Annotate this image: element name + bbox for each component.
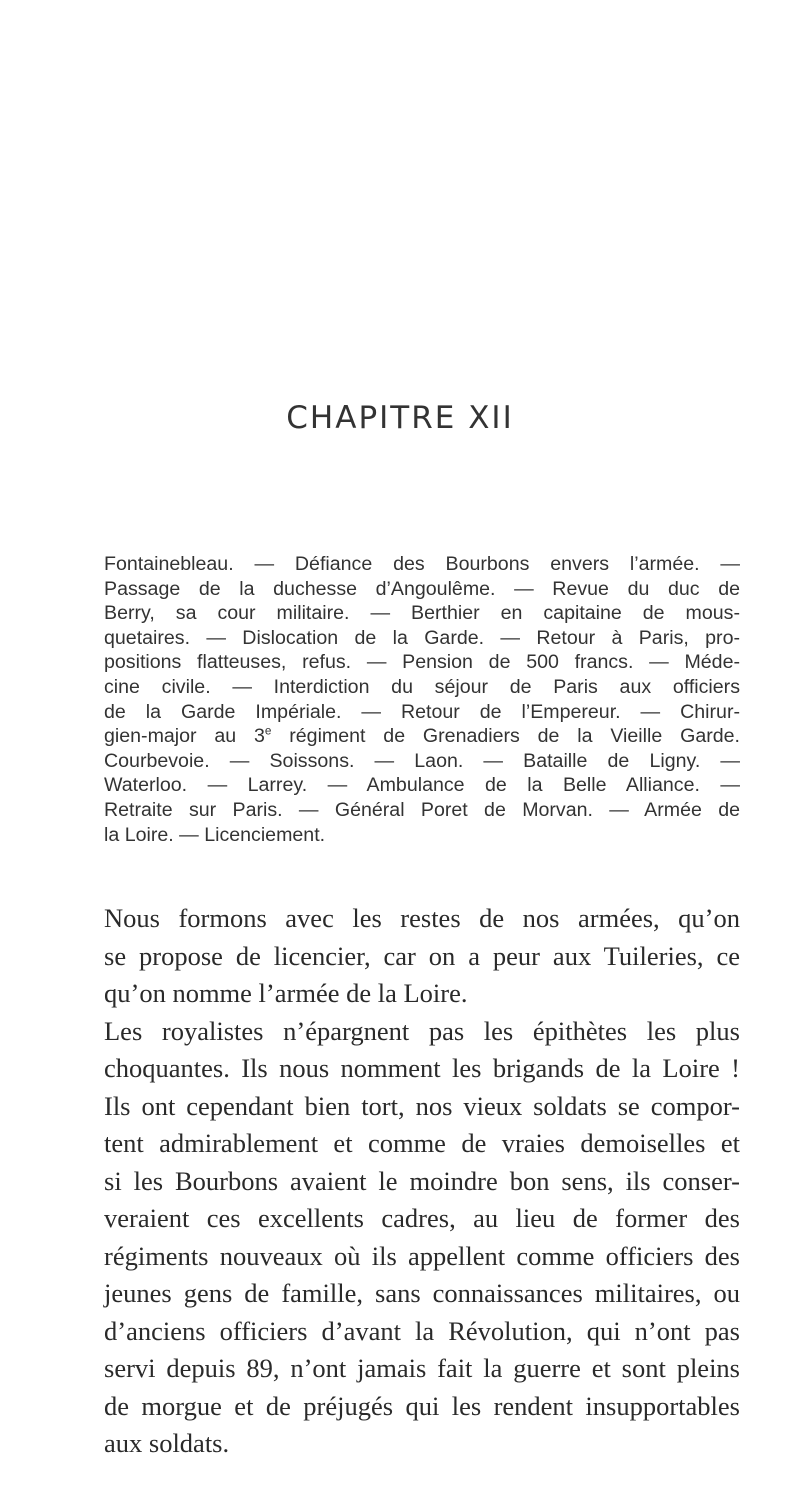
summary-line: Berry, sa cour militaire. — Berthier en capitaine de mous- — [104, 602, 740, 625]
chapter-title: CHAPITRE XII — [286, 400, 514, 436]
body-line: Ils ont cependant bien tort, nos vieux soldats se compor- — [104, 1090, 740, 1121]
summary-line: de la Garde Impériale. — Retour de l’Empereur. — Chirur- — [104, 700, 740, 723]
summary-line: Fontainebleau. — Défiance des Bourbons envers l’armée. — — [104, 553, 740, 575]
body-line: si les Bourbons avaient le moindre bon sens, ils conser- — [104, 1165, 740, 1196]
body-line: tent admirablement et comme de vraies demoiselles et — [104, 1128, 740, 1158]
summary-line: Courbevoie. — Soissons. — Laon. — Bataille de Ligny. — — [104, 749, 740, 772]
body-line: Nous formons avec les restes de nos armées, qu’on — [104, 903, 740, 933]
body-line: jeunes gens de famille, sans connaissances militaires, ou — [104, 1278, 740, 1308]
body-line: se propose de licencier, car on a peur aux Tuileries, ce — [104, 940, 740, 971]
body-line: aux soldats. — [104, 1428, 230, 1458]
summary-line-end: régiment de Grenadiers de la Vieille Garde. — [271, 725, 740, 748]
summary-line: Retraite sur Paris. — Général Poret de Morvan. — Armée de — [104, 798, 740, 821]
summary-line: Waterloo. — Larrey. — Ambulance de la Belle Alliance. — — [104, 774, 740, 797]
summary-line: quetaires. — Dislocation de la Garde. — Retour à Paris, pro- — [104, 626, 740, 649]
chapter-summary — [104, 552, 740, 847]
body-line: régiments nouveaux où ils appellent comme officiers des — [104, 1240, 740, 1271]
body-line: de morgue et de préjugés qui les rendent insupportables — [104, 1390, 740, 1421]
body-text — [104, 900, 740, 1463]
summary-line: Passage de la duchesse d’Angoulême. — Revue du duc de — [104, 577, 740, 600]
body-line: Les royalistes n’épargnent pas les épithètes les plus — [104, 1015, 740, 1046]
body-line: servi depuis 89, n’ont jamais fait la guerre et sont pleins — [104, 1353, 740, 1383]
summary-line: cine civile. — Interdiction du séjour de Paris aux officiers — [104, 675, 740, 698]
ordinal-superscript: e — [264, 724, 272, 738]
body-line: d’anciens officiers d’avant la Révolution, qui n’ont pas — [104, 1315, 740, 1346]
summary-line-start: gien-major au 3 — [104, 725, 265, 748]
summary-line-regiment — [104, 724, 740, 749]
summary-line: positions flatteuses, refus. — Pension de 500 francs. — Méde- — [104, 651, 740, 674]
body-line: qu’on nomme l’armée de la Loire. — [104, 978, 468, 1008]
summary-line: la Loire. — Licenciement. — [104, 823, 326, 846]
body-line: choquantes. Ils nous nomment les brigands de la Loire ! — [104, 1053, 740, 1083]
body-line: veraient ces excellents cadres, au lieu de former des — [104, 1203, 740, 1233]
